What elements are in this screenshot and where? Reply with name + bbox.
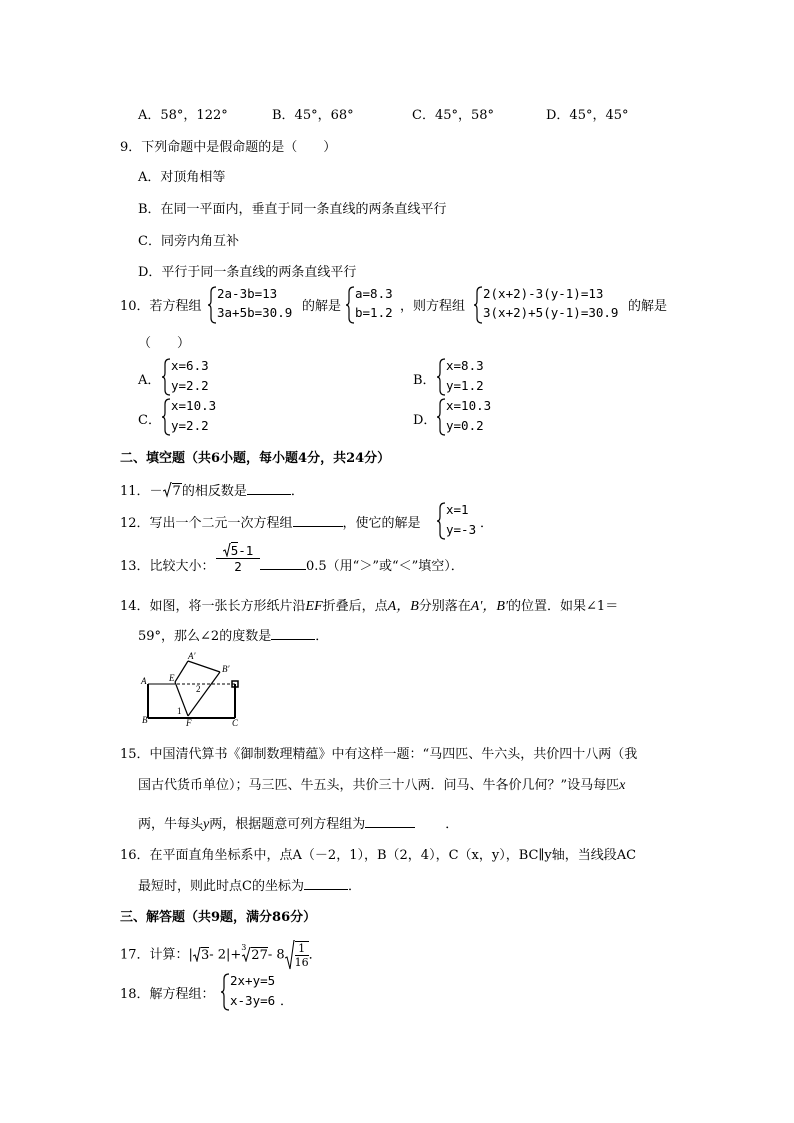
fig-line-ea-prime	[175, 661, 188, 682]
q14-line-1: 14．如图，将一张长方形纸片沿EF折叠后，点A，B分别落在A′，B′的位置．如果∠1＝	[120, 599, 619, 614]
q8-option-c: C．45°，58°	[412, 108, 495, 123]
q14-answer-blank	[271, 627, 315, 640]
q8-option-b: B．45°，68°	[272, 108, 354, 123]
q18-end: ．	[280, 994, 294, 1009]
q10-solution-1: a=8.3 b=1.2	[346, 286, 406, 324]
q9-option-a: A．对顶角相等	[138, 170, 226, 185]
q12-end: ．	[480, 516, 494, 531]
q18-pre: 18．解方程组：	[120, 987, 215, 1002]
fig-label-e: E	[169, 673, 175, 683]
q9-option-b: B．在同一平面内，垂直于同一条直线的两条直线平行	[138, 202, 447, 217]
q10-option-c-label: C．	[138, 413, 161, 428]
fig-label-angle-1: 1	[177, 706, 182, 716]
q8-option-a: A．58°，122°	[138, 108, 228, 123]
fig-label-a: A	[141, 676, 147, 686]
q10-mid2: ，则方程组	[400, 299, 466, 314]
q15-line-1: 15．中国清代算书《御制数理精蕴》中有这样一题：“马四匹、牛六头，共价四十八两（我	[120, 747, 638, 762]
q16-answer-blank	[304, 877, 348, 890]
q10-option-b: x=8.3 y=1.2	[437, 358, 517, 396]
q10-paren: （ ）	[138, 336, 191, 351]
q10-mid1: 的解是	[302, 299, 342, 314]
q10-prefix: 10．若方程组	[120, 299, 202, 314]
q12-solution: x=1 y=-3	[437, 502, 487, 540]
fig-label-c: C	[232, 718, 239, 728]
q9-option-d: D．平行于同一条直线的两条直线平行	[138, 265, 357, 280]
q13-rest: 0.5（用“＞”或“＜”填空）．	[260, 555, 464, 574]
q10-option-a: x=6.3 y=2.2	[162, 358, 242, 396]
fig-label-b-prime: B′	[222, 664, 230, 674]
q8-option-d: D．45°，45°	[546, 108, 629, 123]
fig-label-angle-2: 2	[196, 684, 201, 694]
q11: 11．－ 7的相反数是 ．	[120, 484, 304, 499]
q14-folded-paper-figure	[140, 648, 250, 728]
q12-answer-blank	[293, 514, 343, 527]
q16-line-1: 16．在平面直角坐标系中，点A（－2，1），B（2，4），C（x，y），BC∥y轴，当线段AC	[120, 848, 637, 863]
q13-answer-blank	[260, 557, 306, 570]
q10-option-b-label: B．	[413, 373, 436, 388]
q10-option-a-label: A．	[138, 373, 161, 388]
q9-stem: 9．下列命题中是假命题的是（ ）	[120, 140, 337, 155]
q16-line-2: 最短时，则此时点C的坐标为 ．	[138, 879, 361, 894]
q18-system: 2x+y=5 x-3y=6	[221, 973, 291, 1011]
fig-label-f: F	[186, 718, 192, 728]
q13-fraction: $\frac{5-1}{2}$	[216, 543, 260, 574]
q10-option-d: x=10.3 y=0.2	[437, 398, 517, 436]
section-3-heading: 三、解答题（共9题，满分86分）	[120, 910, 317, 925]
q12-text: 12．写出一个二元一次方程组 ，使它的解是	[120, 516, 421, 531]
q10-system-2: 2(x+2)-3(y-1)=13 3(x+2)+5(y-1)=30.9	[474, 286, 626, 324]
q10-option-d-label: D．	[413, 413, 437, 428]
q17: 17．计算：| 3- 2|+ 3 27- 8 $\frac{1}{16}$ ．	[120, 942, 322, 969]
q11-answer-blank	[247, 482, 291, 495]
section-2-heading: 二、填空题（共6小题，每小题4分，共24分）	[120, 451, 391, 466]
q15-answer-blank	[365, 815, 415, 828]
q10-option-c: x=10.3 y=2.2	[162, 398, 242, 436]
q14-line-2: 59°，那么∠2的度数是 ．	[138, 629, 329, 644]
q13-pre: 13．比较大小：	[120, 559, 215, 574]
fig-label-a-prime: A′	[188, 651, 196, 661]
fig-label-b: B	[142, 715, 148, 725]
sqrt-7: 7	[163, 482, 182, 499]
q9-option-c: C．同旁内角互补	[138, 234, 239, 249]
q10-system-1: 2a-3b=13 3a+5b=30.9	[208, 286, 308, 324]
q15-line-2: 国古代货币单位）；马三匹、牛五头，共价三十八两．问马、牛各价几何？”设马每匹x	[138, 778, 626, 793]
q10-suffix: 的解是	[628, 299, 668, 314]
q15-line-3: 两，牛每头y两，根据题意可列方程组为 ．	[138, 817, 459, 832]
fig-line-b-prime-f	[188, 672, 220, 716]
fig-line-a-prime-b-prime	[188, 661, 220, 672]
